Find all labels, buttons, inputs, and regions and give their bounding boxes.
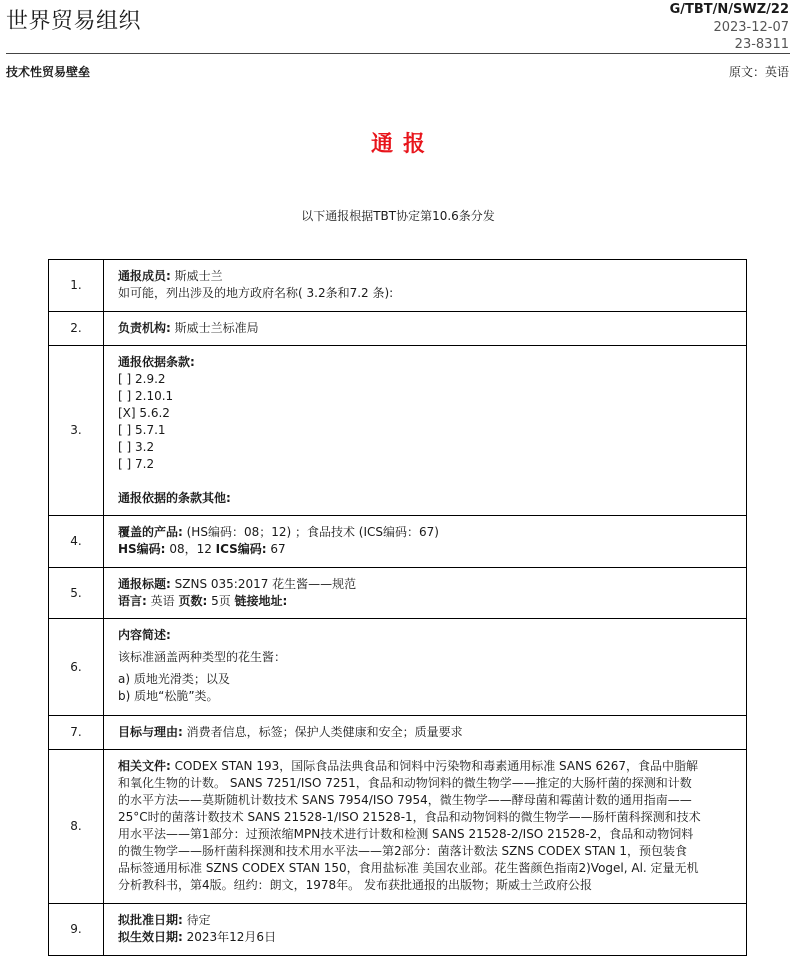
field-label: 内容简述:	[118, 628, 171, 642]
table-row	[49, 750, 747, 904]
field-label: 拟批准日期:	[118, 913, 183, 927]
list-item: b) 质地“松脆”类。	[118, 689, 219, 703]
field-value: 斯威士兰	[170, 269, 223, 283]
field-label: 相关文件:	[118, 759, 171, 773]
row-content	[104, 750, 747, 904]
row-content	[104, 346, 747, 516]
field-value: 分析教科书，第4版。纽约：朗文，1978年。 发布获批通报的出版物；斯威士兰政府公报	[118, 878, 592, 892]
field-value: 5页	[207, 594, 235, 608]
field-label: 通报依据的条款其他:	[118, 491, 231, 505]
header-divider	[6, 53, 790, 54]
field-value: CODEX STAN 193，国际食品法典食品和饲料中污染物和毒素通用标准 SANS 6267，食品中脂解	[170, 759, 699, 773]
row-number: 8.	[49, 750, 104, 904]
checkbox-option: [ ] 3.2	[118, 440, 155, 454]
field-value: 消费者信息，标签；保护人类健康和安全；质量要求	[182, 725, 463, 739]
field-value: 斯威士兰标准局	[170, 321, 259, 335]
field-label: 语言:	[118, 594, 147, 608]
notification-table	[48, 259, 747, 956]
checkbox-option: [ ] 2.9.2	[118, 372, 166, 386]
row-content	[104, 260, 747, 312]
row-content	[104, 716, 747, 750]
table-row	[49, 260, 747, 312]
table-row	[49, 904, 747, 956]
checkbox-option: [X] 5.6.2	[118, 406, 170, 420]
field-value: 用水平法——第1部分：过预浓缩MPN技术进行计数和检测 SANS 21528-2/ISO 21528-2，食品和动物饲料	[118, 827, 694, 841]
row-content	[104, 619, 747, 716]
row-number: 3.	[49, 346, 104, 516]
table-row	[49, 619, 747, 716]
row-content	[104, 312, 747, 346]
row-number: 6.	[49, 619, 104, 716]
field-label: 负责机构:	[118, 321, 171, 335]
field-label: 目标与理由:	[118, 725, 183, 739]
field-label: 覆盖的产品:	[118, 525, 183, 539]
table-row	[49, 516, 747, 568]
field-label: 通报成员:	[118, 269, 171, 283]
table-row	[49, 716, 747, 750]
field-label: 通报依据条款:	[118, 355, 195, 369]
field-label: 拟生效日期:	[118, 930, 183, 944]
field-label: 通报标题:	[118, 577, 171, 591]
row-number: 2.	[49, 312, 104, 346]
field-value: 的水平方法——莫斯随机计数技术 SANS 7954/ISO 7954，微生物学——酵母菌和霉菌计数的通用指南——	[118, 793, 692, 807]
table-row	[49, 568, 747, 619]
list-item: a) 质地光滑类；以及	[118, 672, 230, 686]
field-value: 英语	[146, 594, 179, 608]
checkbox-option: [ ] 5.7.1	[118, 423, 166, 437]
checkbox-option: [ ] 2.10.1	[118, 389, 174, 403]
field-value: 品标签通用标准 SZNS CODEX STAN 150，食用盐标准 美国农业部。花生酱颜色指南2)Vogel, Al. 定量无机	[118, 861, 699, 875]
description-text: 该标准涵盖两种类型的花生酱：	[118, 650, 287, 664]
document-date: 2023-12-07	[713, 20, 789, 35]
notice-subtitle: 以下通报根据TBT协定第10.6条分发	[301, 209, 495, 223]
row-number: 7.	[49, 716, 104, 750]
document-symbol: G/TBT/N/SWZ/22	[669, 2, 789, 17]
field-label: 链接地址:	[234, 594, 288, 608]
field-note: 如可能，列出涉及的地方政府名称( 3.2条和7.2 条):	[118, 286, 394, 300]
org-title: 世界贸易组织	[6, 9, 142, 34]
field-label: ICS编码:	[215, 542, 267, 556]
field-value: 和氧化生物的计数。 SANS 7251/ISO 7251，食品和动物饲料的微生物学——推定的大肠杆菌的探测和计数	[118, 776, 692, 790]
row-number: 4.	[49, 516, 104, 568]
row-number: 1.	[49, 260, 104, 312]
document-number: 23-8311	[734, 37, 789, 52]
field-value: 67	[266, 542, 286, 556]
field-value: 08，12	[165, 542, 216, 556]
table-row	[49, 312, 747, 346]
checkbox-option: [ ] 7.2	[118, 457, 155, 471]
notice-title: 通报	[370, 132, 435, 157]
field-label: HS编码:	[118, 542, 166, 556]
original-language: 原文：英语	[728, 65, 789, 79]
field-value: 25°C时的菌落计数技术 SANS 21528-1/ISO 21528-1，食品和动物饲料的微生物学——肠杆菌科探测和技术	[118, 810, 701, 824]
row-content	[104, 568, 747, 619]
row-number: 9.	[49, 904, 104, 956]
field-value: 的微生物学——肠杆菌科探测和技术用水平法——第2部分：菌落计数法 SZNS CODEX STAN 1，预包装食	[118, 844, 688, 858]
field-value: 2023年12月6日	[182, 930, 277, 944]
table-row	[49, 346, 747, 516]
field-value: 待定	[182, 913, 211, 927]
committee-name: 技术性贸易壁垒	[6, 65, 91, 79]
field-label: 页数:	[178, 594, 208, 608]
row-content	[104, 904, 747, 956]
row-number: 5.	[49, 568, 104, 619]
row-content	[104, 516, 747, 568]
field-value: (HS编码：08；12) ；食品技术 (ICS编码：67)	[182, 525, 439, 539]
field-value: SZNS 035:2017 花生酱——规范	[170, 577, 357, 591]
